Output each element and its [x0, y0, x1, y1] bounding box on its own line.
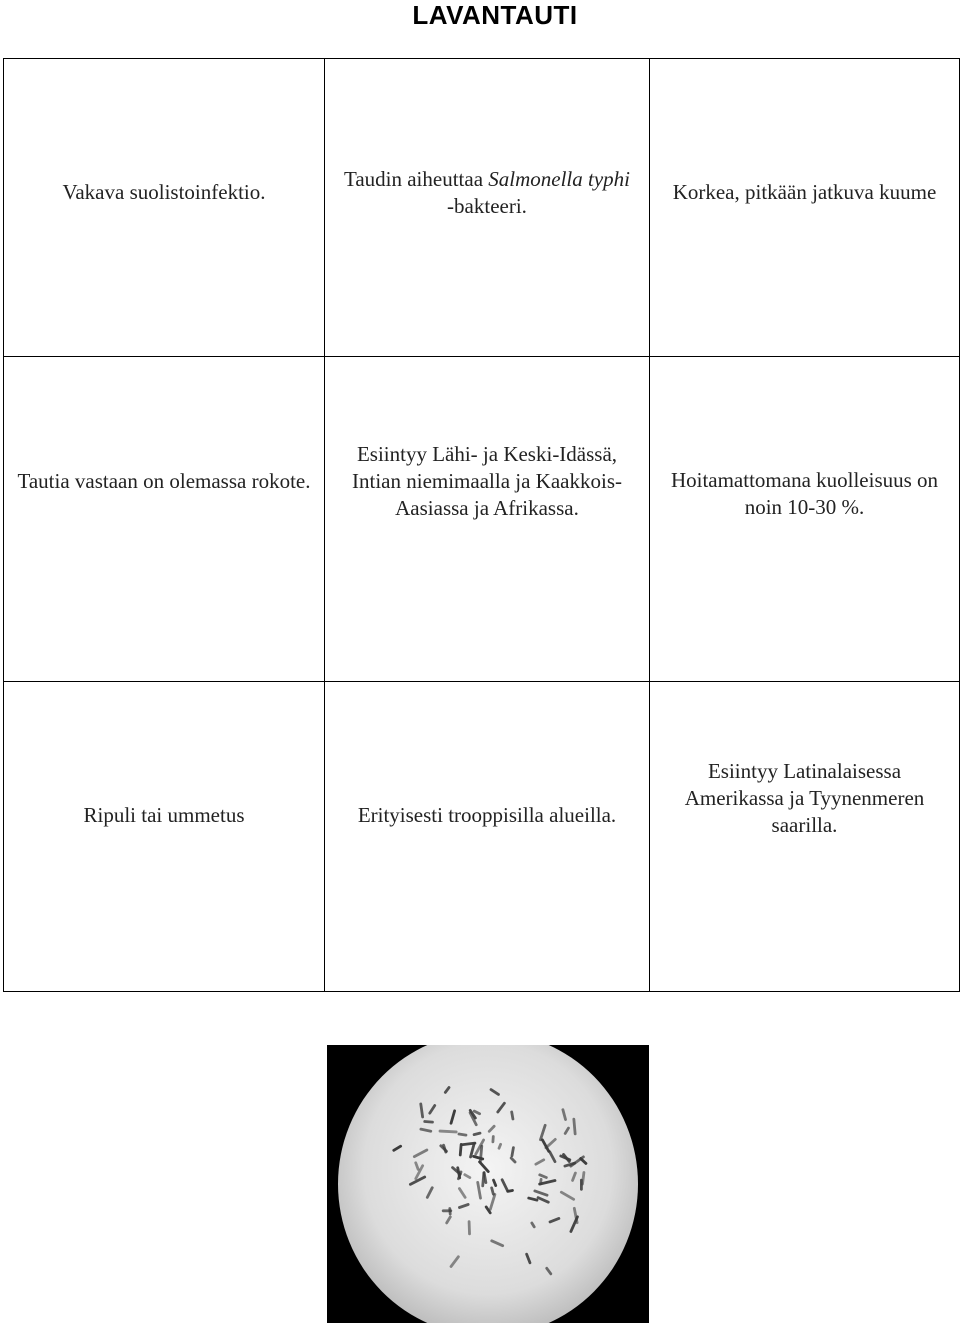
cell-9	[649, 681, 960, 992]
cell-text	[344, 166, 630, 220]
cell-2	[324, 58, 649, 356]
bacterium-rod	[442, 1209, 452, 1212]
cell-4	[3, 356, 324, 681]
cell-text: Hoitamattomana kuolleisuus on noin 10-30 %.	[670, 468, 939, 519]
bacteria-micrograph-icon	[327, 1045, 649, 1323]
bacterium-rod	[491, 1135, 494, 1143]
cell-6	[649, 356, 960, 681]
cell-text: Esiintyy Lähi- ja Keski-Idässä, Intian niemimaalla ja Kaakkois-Aasiassa ja Afrikassa.	[352, 441, 622, 520]
species-name: Salmonella typhi	[488, 166, 631, 191]
cell-7	[3, 681, 324, 992]
cell-text: Tautia vastaan on olemassa rokote.	[17, 468, 311, 493]
cell-text-part: -bakteeri.	[447, 193, 527, 218]
cell-1	[3, 58, 324, 356]
fact-grid	[3, 58, 960, 992]
cell-text: Ripuli tai ummetus	[83, 803, 245, 827]
cell-3	[649, 58, 960, 356]
cell-5	[324, 356, 649, 681]
cell-text-part: Taudin aiheuttaa	[343, 166, 489, 191]
cell-text: Vakava suolistoinfektio.	[62, 180, 266, 204]
cell-text: Esiintyy Latinalaisessa Amerikassa ja Tyynenmeren saarilla.	[684, 759, 925, 837]
page-title: LAVANTAUTI	[412, 0, 578, 30]
cell-text: Erityisesti trooppisilla alueilla.	[357, 803, 617, 827]
cell-text: Korkea, pitkään jatkuva kuume	[672, 180, 937, 204]
cell-8	[324, 681, 649, 992]
microscope-field	[338, 1045, 638, 1323]
micrograph-svg	[327, 1045, 649, 1323]
bacterium-rod	[468, 1220, 471, 1235]
